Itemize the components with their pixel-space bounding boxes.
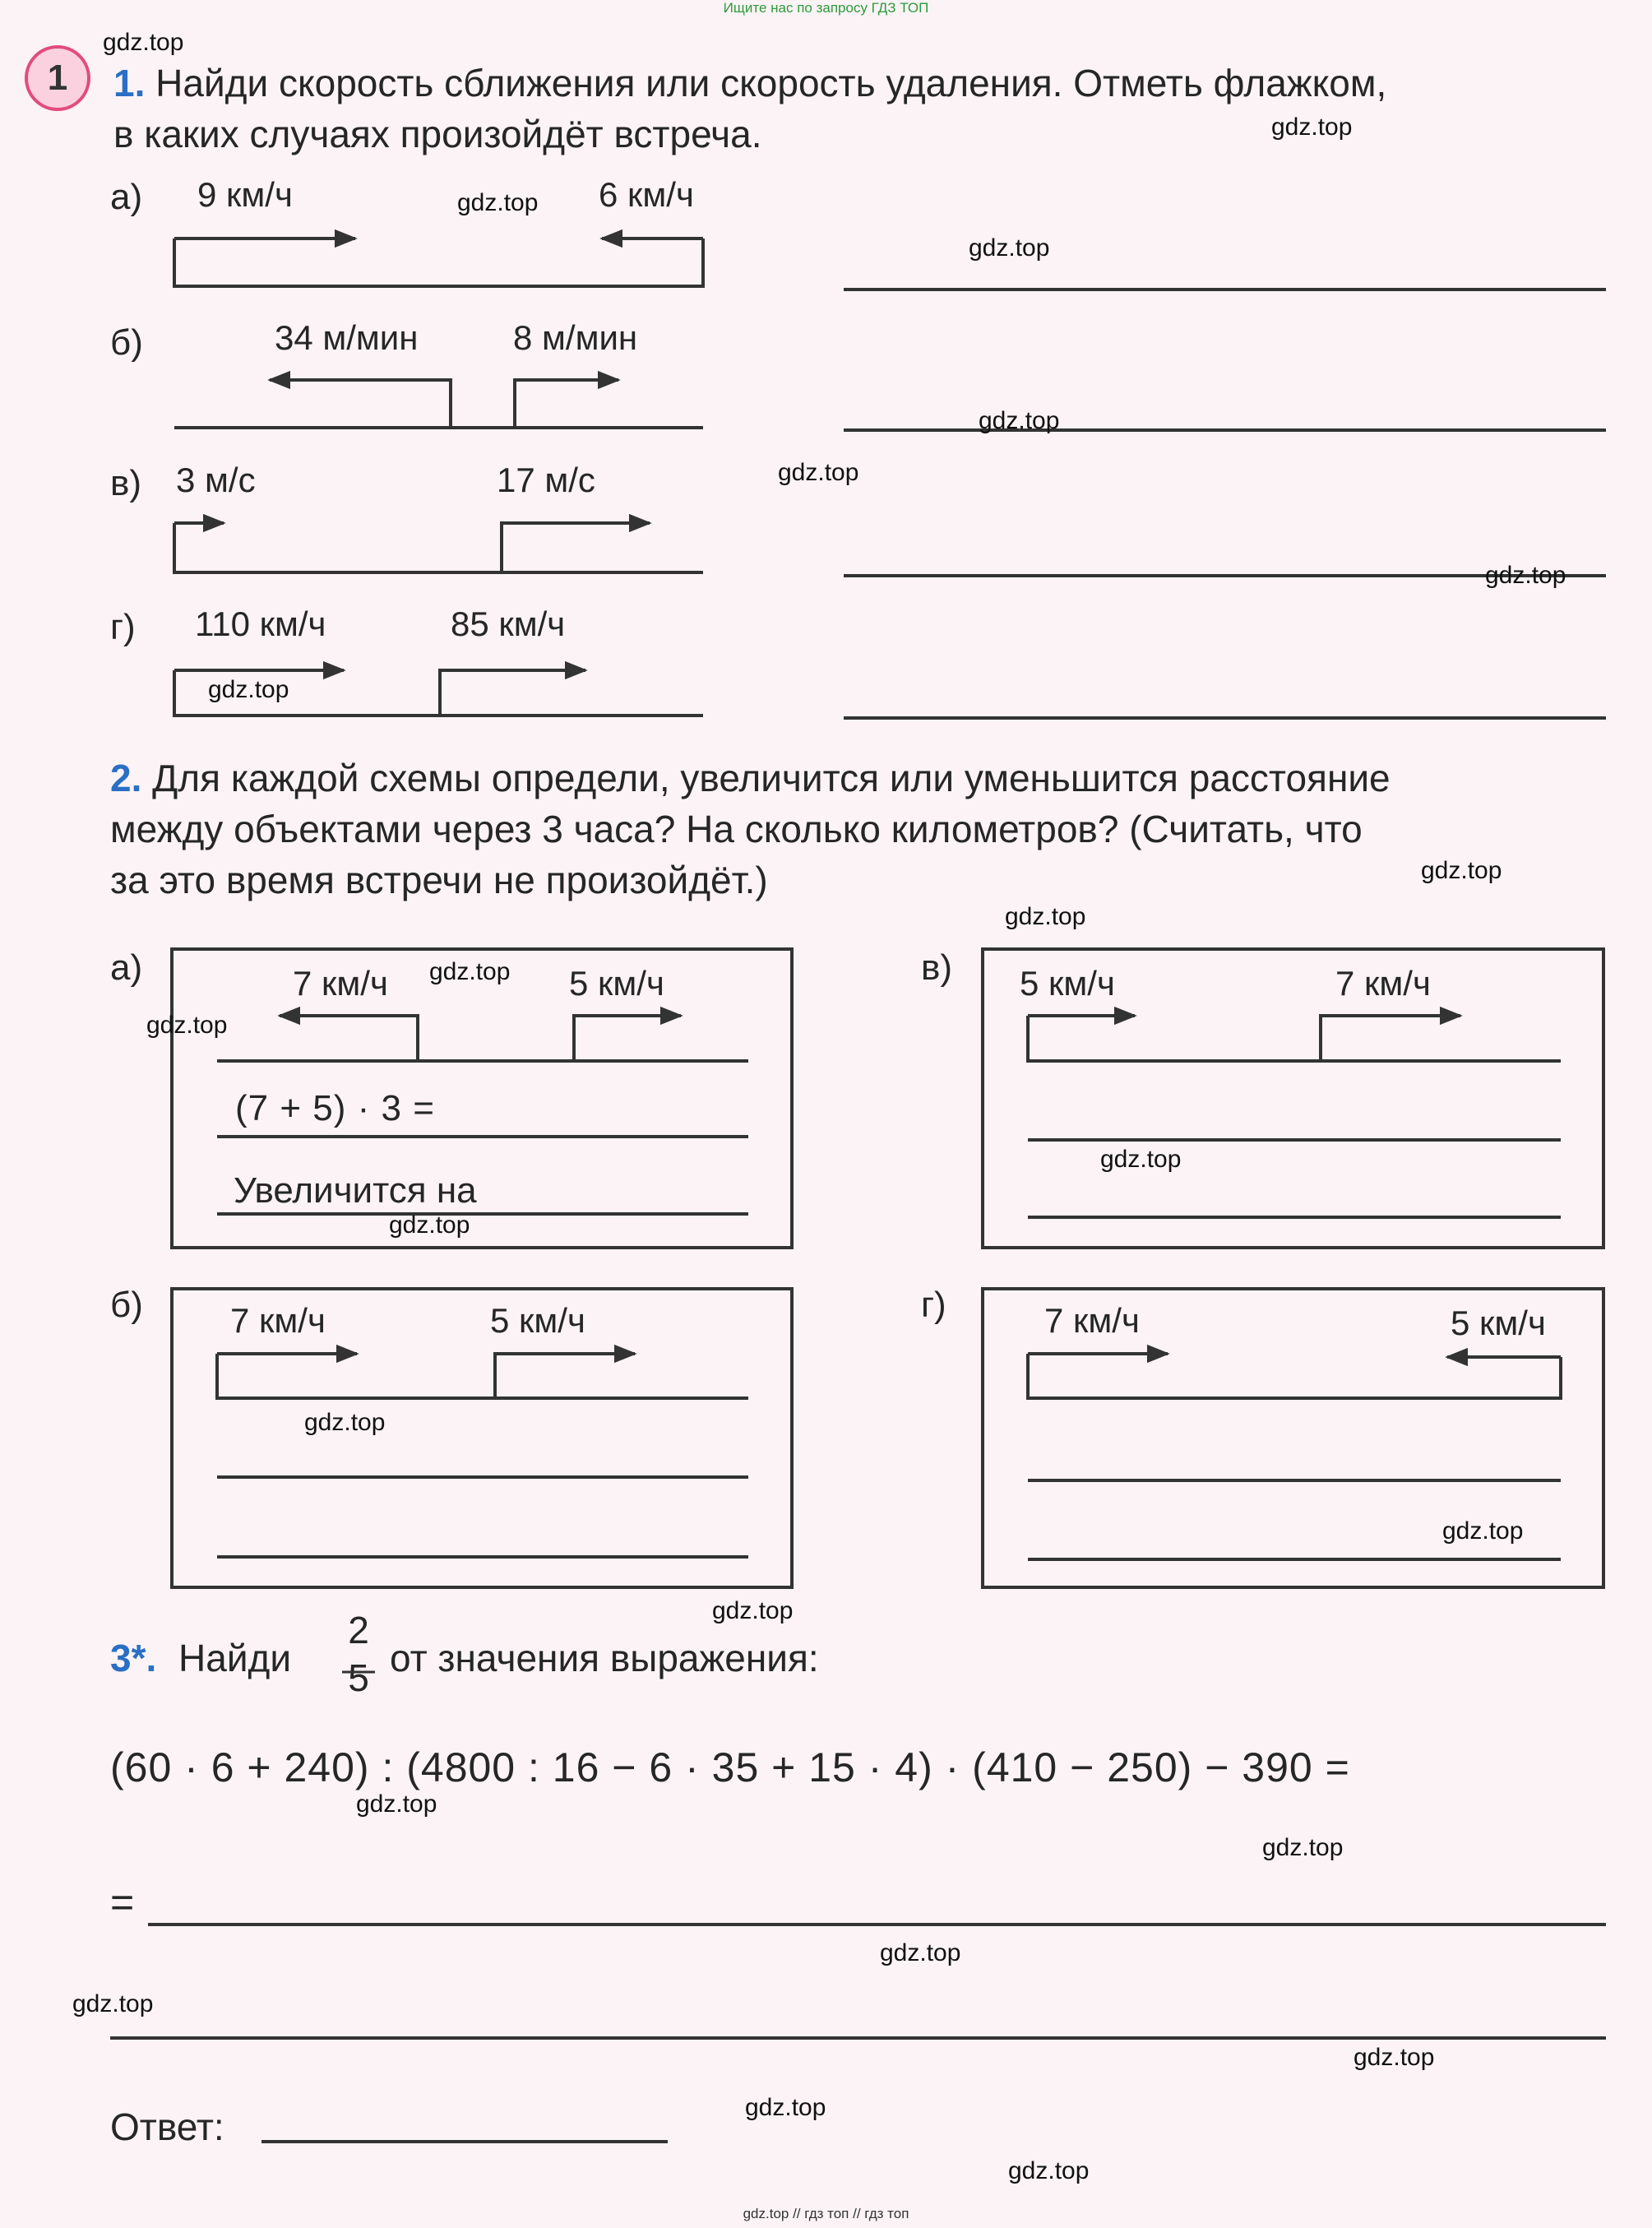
task1-a-right-speed: 6 км/ч bbox=[599, 175, 694, 214]
task2-b-diagram bbox=[217, 1354, 748, 1557]
task1-d-right-speed: 85 км/ч bbox=[451, 604, 566, 643]
task1-c-left-speed: 3 м/с bbox=[176, 461, 256, 499]
task1-b-left-speed: 34 м/мин bbox=[275, 318, 419, 357]
task2-d-right-speed: 5 км/ч bbox=[1451, 1304, 1546, 1342]
task1-number: 1. bbox=[113, 62, 146, 104]
watermark[interactable]: gdz.top bbox=[457, 189, 539, 216]
task1-a-label: а) bbox=[110, 177, 143, 217]
watermark[interactable]: gdz.top bbox=[103, 29, 184, 56]
task1-b-diagram bbox=[174, 380, 1606, 430]
task2-c-left-speed: 5 км/ч bbox=[1020, 964, 1115, 1003]
task1-b-right-speed: 8 м/мин bbox=[513, 318, 638, 357]
task1-d-label: г) bbox=[110, 607, 136, 647]
watermark[interactable]: gdz.top bbox=[1271, 113, 1353, 141]
task1-d-left-speed: 110 км/ч bbox=[195, 604, 326, 643]
task2-a-label: а) bbox=[110, 947, 143, 988]
watermark[interactable]: gdz.top bbox=[880, 1939, 961, 1966]
watermark[interactable]: gdz.top bbox=[969, 234, 1050, 262]
task1-a-diagram bbox=[174, 239, 1606, 290]
fraction-denominator: 5 bbox=[348, 1656, 369, 1699]
task1-line1: Найди скорость сближения или скорость удаления. Отметь флажком, bbox=[155, 62, 1387, 104]
task2-a-answer-prefix: Увеличится на bbox=[234, 1170, 477, 1211]
task2-line2: между объектами через 3 часа? На сколько километров? (Считать, что bbox=[110, 808, 1363, 850]
top-banner[interactable]: Ищите нас по запросу ГДЗ ТОП bbox=[723, 0, 929, 16]
task3-text-before: Найди bbox=[178, 1637, 292, 1679]
watermark[interactable]: gdz.top bbox=[304, 1409, 386, 1436]
task2-c-right-speed: 7 км/ч bbox=[1335, 964, 1431, 1003]
watermark[interactable]: gdz.top bbox=[1421, 857, 1502, 884]
task1-d-diagram bbox=[174, 670, 1606, 718]
answer-label: Ответ: bbox=[110, 2105, 224, 2148]
watermark[interactable]: gdz.top bbox=[1485, 562, 1566, 589]
watermark[interactable]: gdz.top bbox=[1262, 1834, 1344, 1861]
watermark[interactable]: gdz.top bbox=[1442, 1517, 1524, 1545]
watermark[interactable]: gdz.top bbox=[72, 1990, 154, 2017]
fraction-numerator: 2 bbox=[348, 1609, 369, 1651]
task2-b-left-speed: 7 км/ч bbox=[230, 1301, 326, 1340]
task1-c-label: в) bbox=[110, 463, 142, 503]
task-badge: 1 bbox=[25, 45, 90, 111]
watermark[interactable]: gdz.top bbox=[712, 1597, 794, 1624]
task2-b-right-speed: 5 км/ч bbox=[490, 1301, 585, 1340]
task2-a-expression: (7 + 5) · 3 = bbox=[235, 1088, 435, 1128]
task2-c-label: в) bbox=[921, 947, 953, 988]
task2-d-left-speed: 7 км/ч bbox=[1044, 1301, 1140, 1340]
task1-line2: в каких случаях произойдёт встреча. bbox=[113, 113, 762, 155]
watermark[interactable]: gdz.top bbox=[356, 1790, 437, 1818]
task2-d-label: г) bbox=[921, 1285, 946, 1325]
watermark[interactable]: gdz.top bbox=[778, 459, 859, 486]
watermark[interactable]: gdz.top bbox=[429, 958, 511, 985]
watermark[interactable]: gdz.top bbox=[1008, 2157, 1090, 2184]
watermark[interactable]: gdz.top bbox=[1354, 2044, 1435, 2071]
task3-number: 3*. bbox=[110, 1637, 157, 1679]
task2-a-right-speed: 5 км/ч bbox=[569, 964, 664, 1003]
task2-line3: за это время встречи не произойдёт.) bbox=[110, 859, 768, 901]
watermark[interactable]: gdz.top bbox=[146, 1012, 228, 1039]
watermark[interactable]: gdz.top bbox=[1005, 903, 1086, 930]
task1-b-label: б) bbox=[110, 322, 143, 363]
task2-b-label: б) bbox=[110, 1285, 143, 1325]
watermark[interactable]: gdz.top bbox=[745, 2094, 826, 2121]
task1-c-right-speed: 17 м/с bbox=[497, 461, 595, 499]
task2-c-diagram bbox=[1028, 1016, 1561, 1217]
task1-a-left-speed: 9 км/ч bbox=[197, 175, 293, 214]
watermark[interactable]: gdz.top bbox=[389, 1211, 470, 1239]
task3-text-after: от значения выражения: bbox=[390, 1637, 819, 1679]
task2-a-diagram bbox=[217, 1016, 748, 1214]
task2-line1: Для каждой схемы определи, увеличится или уменьшится расстояние bbox=[152, 757, 1391, 799]
task3-expression: (60 · 6 + 240) : (4800 : 16 − 6 · 35 + 15 · 4) · (410 − 250) − 390 = bbox=[110, 1744, 1350, 1790]
watermark[interactable]: gdz.top bbox=[208, 676, 289, 703]
bottom-banner[interactable]: gdz.top // гдз топ // гдз топ bbox=[743, 2206, 909, 2221]
watermark[interactable]: gdz.top bbox=[1100, 1146, 1182, 1173]
task2-a-left-speed: 7 км/ч bbox=[293, 964, 388, 1003]
task2-number: 2. bbox=[110, 757, 142, 799]
task3-equals: = bbox=[110, 1879, 136, 1925]
task1-c-diagram bbox=[174, 523, 1606, 576]
watermark[interactable]: gdz.top bbox=[979, 407, 1060, 434]
